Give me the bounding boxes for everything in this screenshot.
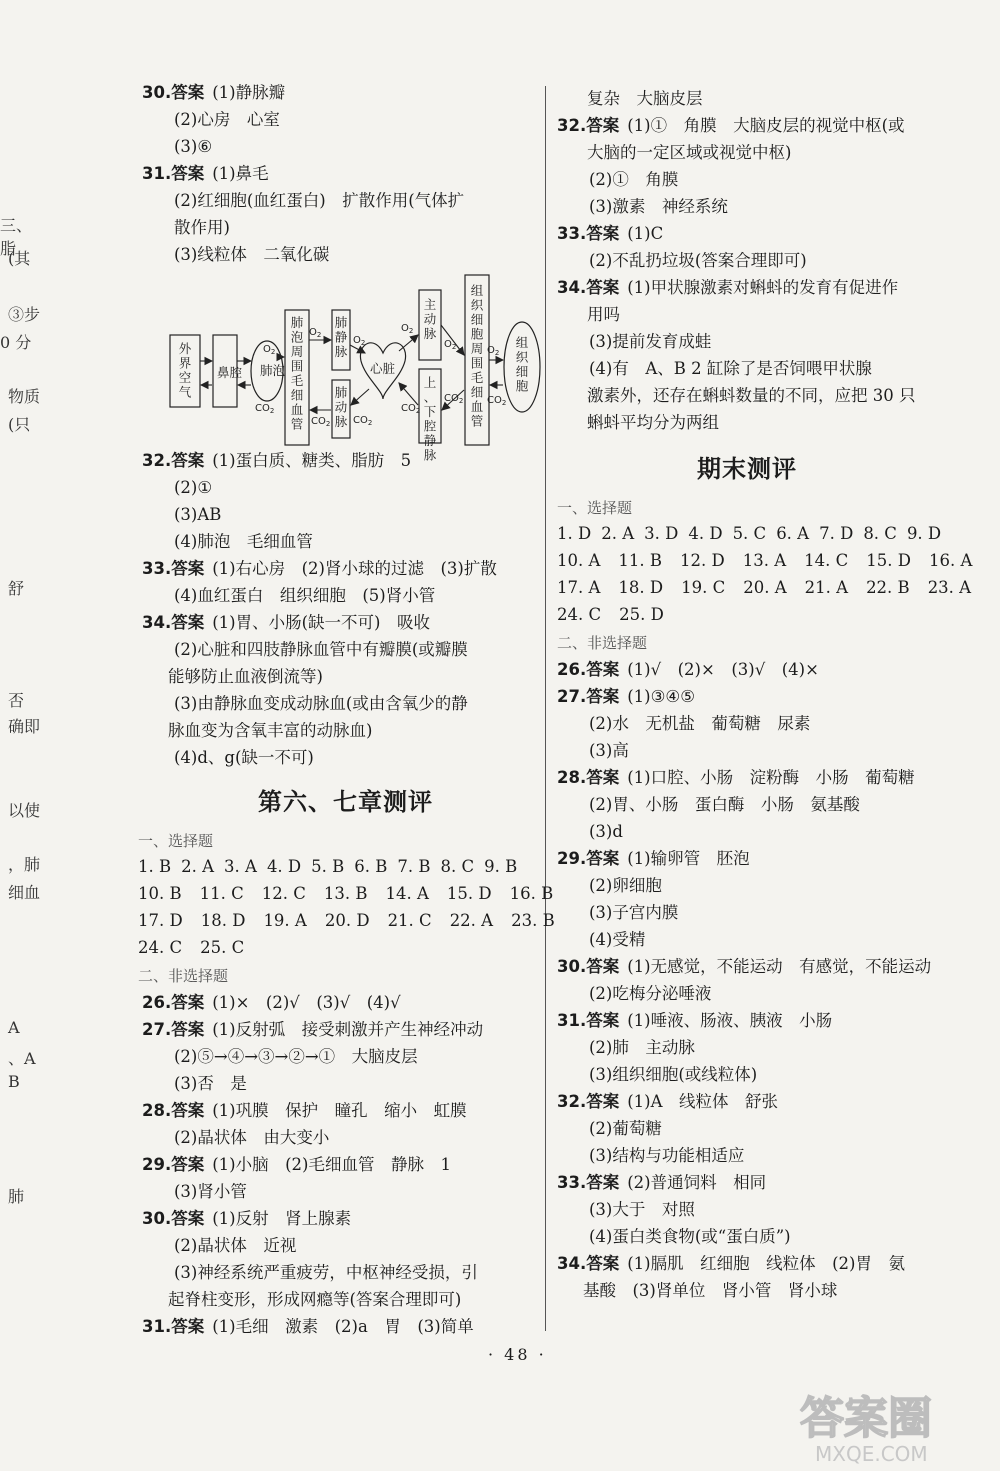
answer-label: 答案	[171, 1101, 205, 1120]
answer-continuation	[174, 1127, 329, 1149]
mc-answer-row	[138, 938, 262, 957]
answer-continuation	[589, 1037, 695, 1059]
question-number: 27.	[557, 687, 587, 706]
diagram-label: 外界空气	[178, 341, 192, 400]
edge-fragment: 细血	[8, 883, 41, 902]
svg-text:O2: $O_2$	[263, 344, 276, 356]
answer-text: (4)d、g(缺一不可)	[174, 748, 314, 767]
answer-text: (1)蛋白质、糖类、脂肪 5	[212, 451, 412, 470]
answer-label: 答案	[586, 768, 620, 787]
mc-answer: 16. B	[509, 884, 554, 903]
mc-answer: 7. B	[397, 857, 431, 876]
answer-text: (2)⑤→④→③→②→① 大脑皮层	[174, 1047, 418, 1066]
mc-answer: 8. C	[863, 524, 897, 543]
mc-answer: 19. A	[263, 911, 307, 930]
answer-text: (3)提前发育成蛙	[589, 332, 712, 351]
answer-label: 答案	[586, 687, 620, 706]
answer-label: 答案	[171, 451, 205, 470]
svg-text:CO2: $CO_2$	[353, 415, 373, 427]
answer-continuation	[174, 1073, 247, 1095]
mc-answer: 6. A	[776, 524, 810, 543]
answer-label: 答案	[586, 1173, 620, 1192]
answer-line	[557, 277, 898, 299]
answer-continuation	[587, 88, 703, 110]
svg-text:CO2: $CO_2$	[401, 403, 421, 415]
question-number: 27.	[142, 1020, 172, 1039]
answer-continuation	[174, 190, 464, 212]
answer-line	[557, 1253, 905, 1275]
mc-answer: 6. B	[354, 857, 388, 876]
answer-continuation	[589, 902, 678, 924]
edge-fragment: 肺	[8, 1187, 25, 1206]
answer-text: (3)组织细胞(或线粒体)	[589, 1065, 758, 1084]
mc-answer-row	[557, 551, 990, 570]
watermark-logo	[795, 1385, 995, 1465]
question-number: 34.	[142, 613, 172, 632]
answer-continuation	[174, 504, 221, 526]
svg-text:答案圈: 答案圈	[800, 1393, 932, 1444]
mc-answer: 11. B	[618, 551, 663, 570]
answer-continuation	[583, 1280, 837, 1302]
answer-text: (2)不乱扔垃圾(答案合理即可)	[589, 251, 807, 270]
answer-line	[557, 1091, 778, 1113]
answer-text: 复杂 大脑皮层	[587, 89, 703, 108]
answer-text: (1)静脉瓣	[212, 83, 286, 102]
answer-text: (2)胃、小肠 蛋白酶 小肠 氨基酸	[589, 795, 860, 814]
page-number: · 48 ·	[488, 1345, 547, 1364]
mc-answer: 23. B	[511, 911, 555, 930]
answer-continuation	[587, 412, 719, 434]
answer-text: (4)肺泡 毛细血管	[174, 532, 313, 551]
answer-line	[142, 1100, 467, 1122]
answer-text: (3)由静脉血变成动脉血(或由含氧少的静	[174, 694, 468, 713]
answer-text: (2)①	[174, 478, 213, 497]
answer-continuation	[589, 1064, 757, 1086]
answer-line	[142, 1019, 483, 1041]
answer-continuation	[174, 1181, 247, 1203]
mc-answer: 9. B	[484, 857, 518, 876]
answer-continuation	[589, 358, 872, 380]
mc-answer: 22. A	[449, 911, 494, 930]
answer-text: (1)甲状腺激素对蝌蚪的发育有促进作	[627, 278, 899, 297]
mc-answer: 5. B	[311, 857, 345, 876]
mc-answer: 19. C	[681, 578, 726, 597]
answer-text: (3)⑥	[174, 137, 213, 156]
answer-continuation	[174, 217, 230, 239]
answer-text: (3)高	[589, 741, 629, 760]
answer-label: 答案	[171, 1155, 205, 1174]
diagram-label: 组织细胞周围毛细血管	[470, 283, 484, 429]
answer-label: 答案	[171, 993, 205, 1012]
answer-continuation	[168, 720, 372, 742]
mc-answer: 3. D	[644, 524, 679, 543]
edge-fragment: A	[8, 1018, 20, 1037]
question-number: 33.	[557, 224, 587, 243]
mc-answer: 9. D	[906, 524, 942, 543]
answer-continuation	[174, 531, 313, 553]
answer-label: 答案	[586, 1092, 620, 1111]
answer-continuation	[589, 983, 711, 1005]
question-number: 33.	[557, 1173, 587, 1192]
answer-text: (2)心脏和四肢静脉血管中有瓣膜(或瓣膜	[174, 640, 468, 659]
mc-answer: 2. A	[601, 524, 635, 543]
answer-text: (4)血红蛋白 组织细胞 (5)肾小管	[174, 586, 436, 605]
answer-text: (1)③④⑤	[627, 687, 695, 706]
mc-answer: 7. D	[819, 524, 854, 543]
edge-fragment: 以使	[8, 801, 41, 820]
mc-answer: 2. A	[181, 857, 215, 876]
mc-answer-row	[557, 524, 951, 543]
answer-continuation	[587, 304, 620, 326]
mc-answer: 15. D	[866, 551, 911, 570]
edge-fragment: 舒	[8, 579, 25, 598]
edge-fragment: 确即	[8, 717, 41, 736]
question-number: 31.	[142, 164, 172, 183]
question-number: 29.	[142, 1155, 172, 1174]
svg-text:O2: $O_2$	[353, 335, 366, 347]
answer-label: 答案	[586, 1011, 620, 1030]
diagram-label: 心脏	[370, 361, 396, 376]
answer-continuation	[589, 929, 645, 951]
mc-answer: 18. D	[200, 911, 246, 930]
answer-continuation	[174, 109, 280, 131]
mc-answer: 20. D	[324, 911, 370, 930]
answer-line	[557, 956, 931, 978]
answer-text: (3)结构与功能相适应	[589, 1146, 745, 1165]
answer-line	[557, 848, 750, 870]
edge-fragment: B	[8, 1072, 20, 1091]
question-number: 28.	[557, 768, 587, 787]
diagram-label: 组织细胞	[515, 335, 529, 394]
answer-text: (1)小脑 (2)毛细血管 静脉 1	[212, 1155, 451, 1174]
answer-text: (1)膈肌 红细胞 线粒体 (2)胃 氨	[627, 1254, 905, 1273]
mc-answer: 24. C	[557, 605, 602, 624]
mc-answer: 22. B	[866, 578, 910, 597]
mc-answer: 14. C	[804, 551, 849, 570]
answer-label: 答案	[171, 1317, 205, 1336]
answer-text: (3)肾小管	[174, 1182, 247, 1201]
edge-fragment: 否	[8, 691, 25, 710]
edge-fragment: 三、脂	[0, 216, 33, 258]
answer-line	[557, 1172, 766, 1194]
answer-continuation	[587, 142, 791, 164]
answer-continuation	[587, 385, 916, 407]
answer-text: (2)红细胞(血红蛋白) 扩散作用(气体扩	[174, 191, 465, 210]
answer-text: (2)吃梅分泌唾液	[589, 984, 712, 1003]
question-number: 30.	[142, 83, 172, 102]
answer-text: (1)× (2)√ (3)√ (4)√	[212, 993, 401, 1012]
svg-text:CO2: $CO_2$	[255, 403, 275, 415]
subsection-heading: 二、非选择题	[557, 634, 648, 652]
answer-continuation	[589, 875, 662, 897]
mc-answer-row	[557, 605, 682, 624]
mc-answer: 21. A	[804, 578, 849, 597]
answer-continuation	[174, 1262, 478, 1284]
question-number: 32.	[142, 451, 172, 470]
diagram-label: 鼻腔	[217, 365, 243, 380]
edge-fragment: 0 分	[0, 333, 32, 352]
answer-continuation	[168, 666, 323, 688]
svg-text:O2: $O_2$	[444, 339, 457, 351]
mc-answer: 12. D	[680, 551, 725, 570]
mc-answer-row	[138, 884, 571, 903]
svg-text:O2: $O_2$	[401, 323, 414, 335]
answer-text: (1)右心房 (2)肾小球的过滤 (3)扩散	[212, 559, 497, 578]
answer-text: (3)激素 神经系统	[589, 197, 728, 216]
mc-answer: 17. D	[138, 911, 183, 930]
answer-continuation	[589, 794, 860, 816]
answer-text: 散作用)	[174, 218, 230, 237]
answer-line	[557, 686, 695, 708]
answer-text: (3)线粒体 二氧化碳	[174, 245, 330, 264]
answer-continuation	[174, 585, 435, 607]
question-number: 34.	[557, 278, 587, 297]
answer-line	[557, 115, 905, 137]
answer-text: (3)子宫内膜	[589, 903, 679, 922]
answer-continuation	[589, 331, 711, 353]
answer-continuation	[168, 1289, 461, 1311]
answer-continuation	[589, 740, 629, 762]
answer-text: (2)卵细胞	[589, 876, 662, 895]
question-number: 32.	[557, 116, 587, 135]
answer-continuation	[174, 136, 212, 158]
answer-label: 答案	[171, 164, 205, 183]
answer-text: (2)心房 心室	[174, 110, 280, 129]
question-number: 31.	[142, 1317, 172, 1336]
answer-text: 蝌蚪平均分为两组	[587, 413, 719, 432]
mc-answer-row	[138, 911, 573, 930]
answer-text: (2)水 无机盐 葡萄糖 尿素	[589, 714, 811, 733]
answer-label: 答案	[171, 83, 205, 102]
answer-line	[142, 1154, 451, 1176]
answer-text: (3)大于 对照	[589, 1200, 695, 1219]
mc-answer-row	[557, 578, 989, 597]
answer-label: 答案	[586, 849, 620, 868]
mc-answer: 25. C	[200, 938, 245, 957]
answer-text: (4)有 A、B 2 缸除了是否饲喂甲状腺	[589, 359, 872, 378]
answer-line	[557, 1010, 832, 1032]
column-divider	[545, 86, 546, 1331]
answer-text: (1)鼻毛	[212, 164, 269, 183]
answer-text: (2)肺 主动脉	[589, 1038, 695, 1057]
edge-fragment: ③步	[8, 305, 41, 324]
answer-text: (3)d	[589, 822, 623, 841]
answer-label: 答案	[171, 613, 205, 632]
answer-text: (1)毛细 激素 (2)a 胃 (3)简单	[212, 1317, 474, 1336]
mc-answer: 16. A	[929, 551, 973, 570]
answer-label: 答案	[586, 116, 620, 135]
answer-line	[142, 1316, 474, 1338]
mc-answer: 17. A	[557, 578, 601, 597]
answer-text: (2)葡萄糖	[589, 1119, 662, 1138]
mc-answer: 21. C	[387, 911, 432, 930]
mc-answer: 10. A	[557, 551, 601, 570]
mc-answer: 13. B	[323, 884, 368, 903]
answer-text: (1)① 角膜 大脑皮层的视觉中枢(或	[627, 116, 905, 135]
answer-continuation	[174, 747, 314, 769]
answer-line	[557, 767, 915, 789]
answer-text: (1)输卵管 胚泡	[627, 849, 750, 868]
answer-line	[142, 558, 497, 580]
question-number: 31.	[557, 1011, 587, 1030]
section-title: 期末测评	[697, 454, 797, 483]
subsection-heading: 二、非选择题	[138, 967, 229, 985]
answer-label: 答案	[586, 278, 620, 297]
question-number: 33.	[142, 559, 172, 578]
question-number: 26.	[142, 993, 172, 1012]
answer-text: (2)普通饲料 相同	[627, 1173, 767, 1192]
mc-answer: 14. A	[385, 884, 429, 903]
answer-text: (1)胃、小肠(缺一不可) 吸收	[212, 613, 430, 632]
answer-continuation	[589, 1118, 662, 1140]
answer-text: (1)唾液、肠液、胰液 小肠	[627, 1011, 833, 1030]
label-co2: $CO_2$	[311, 416, 331, 428]
question-number: 28.	[142, 1101, 172, 1120]
answer-label: 答案	[171, 1209, 205, 1228]
answer-continuation	[589, 821, 623, 843]
svg-text:CO2: $CO_2$	[444, 393, 464, 405]
edge-fragment: (其	[8, 249, 31, 268]
mc-answer: 25. D	[619, 605, 664, 624]
answer-line	[557, 223, 663, 245]
question-number: 29.	[557, 849, 587, 868]
mc-answer: 18. D	[618, 578, 664, 597]
mc-answer: 12. C	[261, 884, 306, 903]
answer-continuation	[589, 1226, 791, 1248]
diagram-label: 上、下腔静脉	[423, 375, 437, 463]
answer-text: (4)蛋白类食物(或“蛋白质”)	[589, 1227, 791, 1246]
answer-line	[142, 450, 411, 472]
answer-continuation	[589, 1145, 744, 1167]
answer-text: (3)否 是	[174, 1074, 247, 1093]
mc-answer-row	[138, 857, 527, 876]
mc-answer: 8. C	[440, 857, 475, 876]
answer-label: 答案	[586, 660, 620, 679]
question-number: 26.	[557, 660, 587, 679]
answer-text: 起脊柱变形，形成网瘾等(答案合理即可)	[168, 1290, 462, 1309]
mc-answer: 3. A	[224, 857, 257, 876]
answer-text: (4)受精	[589, 930, 646, 949]
answer-text: (3)神经系统严重疲劳，中枢神经受损，引	[174, 1263, 478, 1282]
mc-answer: 24. C	[138, 938, 183, 957]
edge-fragment: (只	[8, 415, 31, 434]
subsection-heading: 一、选择题	[138, 832, 214, 850]
mc-answer: 23. A	[927, 578, 972, 597]
answer-text: (1)√ (2)× (3)√ (4)×	[627, 660, 819, 679]
edge-fragment: ，肺	[8, 855, 41, 874]
answer-line	[142, 82, 285, 104]
diagram-label: 肺静脉	[334, 315, 348, 359]
answer-line	[142, 163, 269, 185]
answer-continuation	[174, 1046, 418, 1068]
answer-text: (1)反射 肾上腺素	[212, 1209, 352, 1228]
answer-text: 基酸 (3)肾单位 肾小管 肾小球	[583, 1281, 838, 1300]
answer-text: 脉血变为含氧丰富的动脉血)	[168, 721, 373, 740]
answer-continuation	[589, 713, 810, 735]
question-number: 32.	[557, 1092, 587, 1111]
answer-text: (1)A 线粒体 舒张	[627, 1092, 779, 1111]
answer-line	[142, 1208, 351, 1230]
mc-answer: 1. D	[557, 524, 592, 543]
answer-text: (1)C	[627, 224, 664, 243]
answer-text: (1)口腔、小肠 淀粉酶 小肠 葡萄糖	[627, 768, 915, 787]
answer-continuation	[589, 250, 807, 272]
answer-text: 大脑的一定区域或视觉中枢)	[587, 143, 792, 162]
answer-text: 用吗	[587, 305, 620, 324]
question-number: 34.	[557, 1254, 587, 1273]
svg-text:O2: $O_2$	[487, 345, 500, 357]
mc-answer: 1. B	[138, 857, 172, 876]
question-number: 30.	[142, 1209, 172, 1228]
diagram-label: 肺泡周围毛细血管	[290, 315, 304, 432]
diagram-label: 主动脉	[423, 297, 437, 341]
answer-text: (2)晶状体 由大变小	[174, 1128, 330, 1147]
answer-continuation	[174, 244, 329, 266]
answer-continuation	[174, 639, 468, 661]
answer-text: (3)AB	[174, 505, 222, 524]
answer-line	[557, 659, 819, 681]
mc-answer: 13. A	[742, 551, 787, 570]
subsection-heading: 一、选择题	[557, 499, 633, 517]
answer-continuation	[589, 169, 678, 191]
answer-label: 答案	[171, 559, 205, 578]
svg-text:MXQE.COM: MXQE.COM	[815, 1442, 928, 1466]
mc-answer: 15. D	[446, 884, 492, 903]
edge-fragment: 物质	[8, 387, 41, 406]
svg-text:CO2: $CO_2$	[487, 395, 507, 407]
answer-continuation	[174, 693, 468, 715]
diagram-label: 肺泡	[260, 363, 286, 378]
mc-answer: 20. A	[743, 578, 787, 597]
mc-answer: 4. D	[266, 857, 302, 876]
answer-text: (1)反射弧 接受刺激并产生神经冲动	[212, 1020, 484, 1039]
answer-text: (2)① 角膜	[589, 170, 679, 189]
answer-continuation	[174, 1235, 296, 1257]
answer-continuation	[589, 196, 728, 218]
answer-text: (2)晶状体 近视	[174, 1236, 297, 1255]
answer-text: 激素外，还存在蝌蚪数量的不同，应把 30 只	[587, 386, 916, 405]
label-o2: $O_2$	[309, 327, 322, 339]
answer-text: (1)无感觉，不能运动 有感觉，不能运动	[627, 957, 932, 976]
mc-answer: 4. D	[688, 524, 723, 543]
answer-continuation	[174, 477, 212, 499]
answer-label: 答案	[171, 1020, 205, 1039]
question-number: 30.	[557, 957, 587, 976]
mc-answer: 5. C	[732, 524, 767, 543]
answer-line	[142, 992, 401, 1014]
mc-answer: 11. C	[199, 884, 244, 903]
answer-label: 答案	[586, 224, 620, 243]
diagram-label: 肺动脉	[334, 385, 348, 429]
answer-text: (1)巩膜 保护 瞳孔 缩小 虹膜	[212, 1101, 467, 1120]
mc-answer: 10. B	[138, 884, 182, 903]
answer-line	[142, 612, 430, 634]
section-title: 第六、七章测评	[258, 787, 433, 816]
answer-label: 答案	[586, 1254, 620, 1273]
edge-fragment: 、A	[8, 1049, 36, 1068]
answer-text: 能够防止血液倒流等)	[168, 667, 323, 686]
answer-label: 答案	[586, 957, 620, 976]
answer-continuation	[589, 1199, 695, 1221]
